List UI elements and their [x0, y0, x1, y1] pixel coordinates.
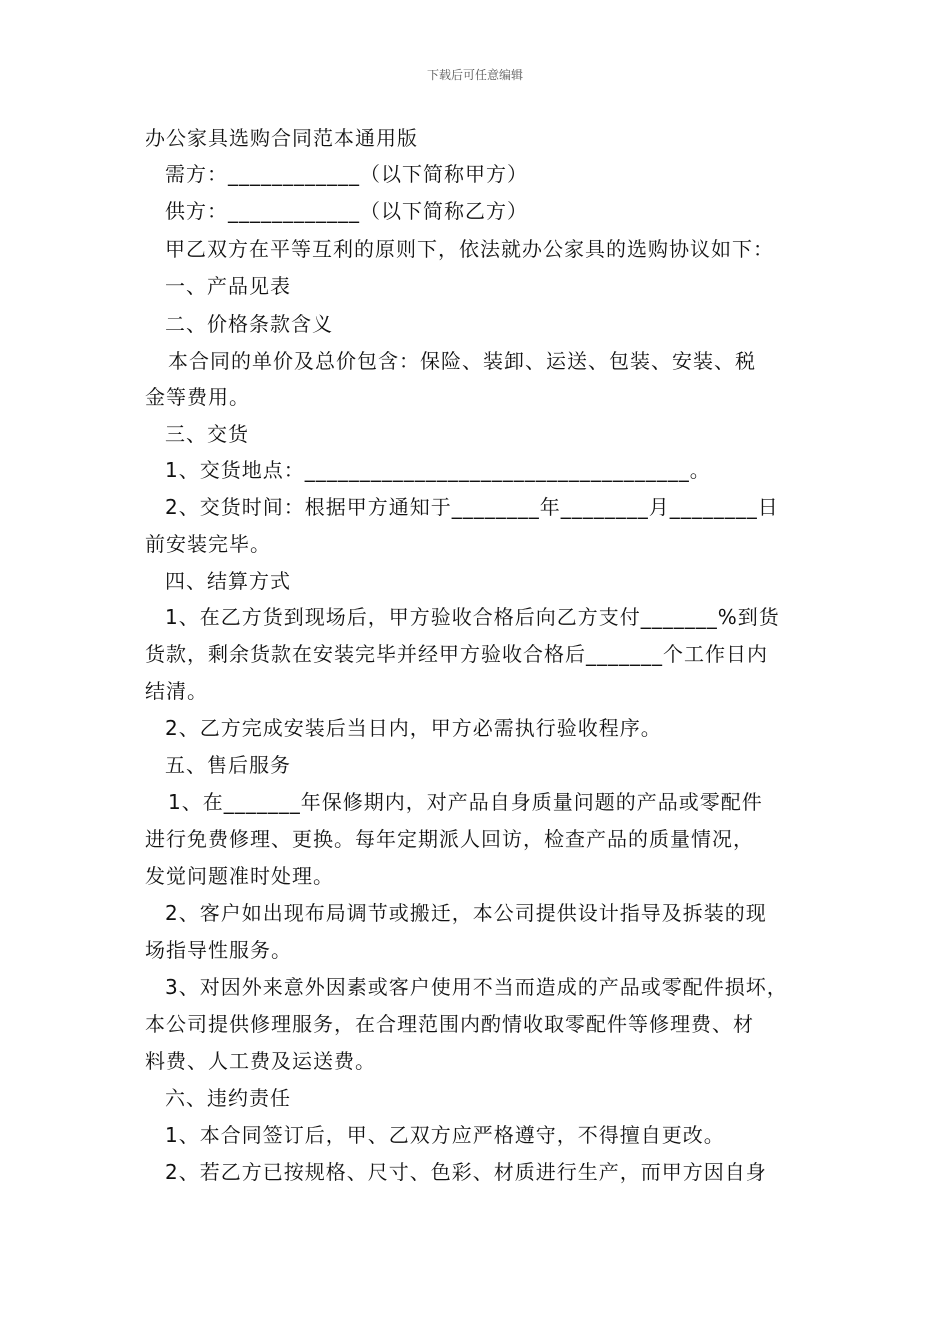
paragraph-line: 进行免费修理、更换。每年定期派人回访，检查产品的质量情况，	[145, 827, 754, 851]
paragraph-line: 1、在_______年保修期内，对产品自身质量问题的产品或零配件	[168, 790, 763, 814]
section-heading: 五、售后服务	[165, 753, 291, 777]
paragraph-line: 场指导性服务。	[145, 938, 292, 962]
page-header: 下载后可任意编辑	[426, 68, 523, 82]
section-heading: 二、价格条款含义	[165, 312, 333, 336]
section-heading: 三、交货	[165, 422, 249, 446]
paragraph-line: 发觉问题准时处理。	[145, 864, 334, 888]
buyer-line: 需方：____________（以下简称甲方）	[165, 162, 528, 186]
paragraph-line: 1、交货地点：___________________________________。	[165, 458, 711, 482]
paragraph-line: 2、交货时间：根据甲方通知于________年________月________日	[165, 495, 779, 519]
paragraph-line: 1、在乙方货到现场后，甲方验收合格后向乙方支付_______%到货	[165, 605, 780, 629]
paragraph-line: 结清。	[145, 679, 208, 703]
paragraph-line: 货款，剩余货款在安装完毕并经甲方验收合格后_______个工作日内	[145, 642, 768, 666]
supplier-line: 供方：____________（以下简称乙方）	[165, 199, 528, 223]
document-title: 办公家具选购合同范本通用版	[145, 126, 418, 150]
section-heading: 四、结算方式	[165, 569, 291, 593]
paragraph-line: 本合同的单价及总价包含：保险、装卸、运送、包装、安装、税	[168, 349, 756, 373]
section-heading: 一、产品见表	[165, 274, 291, 298]
paragraph-line: 3、对因外来意外因素或客户使用不当而造成的产品或零配件损坏，	[165, 975, 788, 999]
paragraph-line: 前安装完毕。	[145, 532, 271, 556]
paragraph-line: 料费、人工费及运送费。	[145, 1049, 376, 1073]
section-heading: 六、违约责任	[165, 1086, 291, 1110]
paragraph-line: 2、乙方完成安装后当日内，甲方必需执行验收程序。	[165, 716, 662, 740]
paragraph-line: 2、若乙方已按规格、尺寸、色彩、材质进行生产，而甲方因自身	[165, 1160, 767, 1184]
paragraph-line: 本公司提供修理服务，在合理范围内酌情收取零配件等修理费、材	[145, 1012, 754, 1036]
paragraph-line: 2、客户如出现布局调节或搬迁，本公司提供设计指导及拆装的现	[165, 901, 767, 925]
paragraph-line: 金等费用。	[145, 385, 250, 409]
paragraph-line: 1、本合同签订后，甲、乙双方应严格遵守，不得擅自更改。	[165, 1123, 725, 1147]
intro-paragraph: 甲乙双方在平等互利的原则下，依法就办公家具的选购协议如下：	[165, 237, 774, 261]
